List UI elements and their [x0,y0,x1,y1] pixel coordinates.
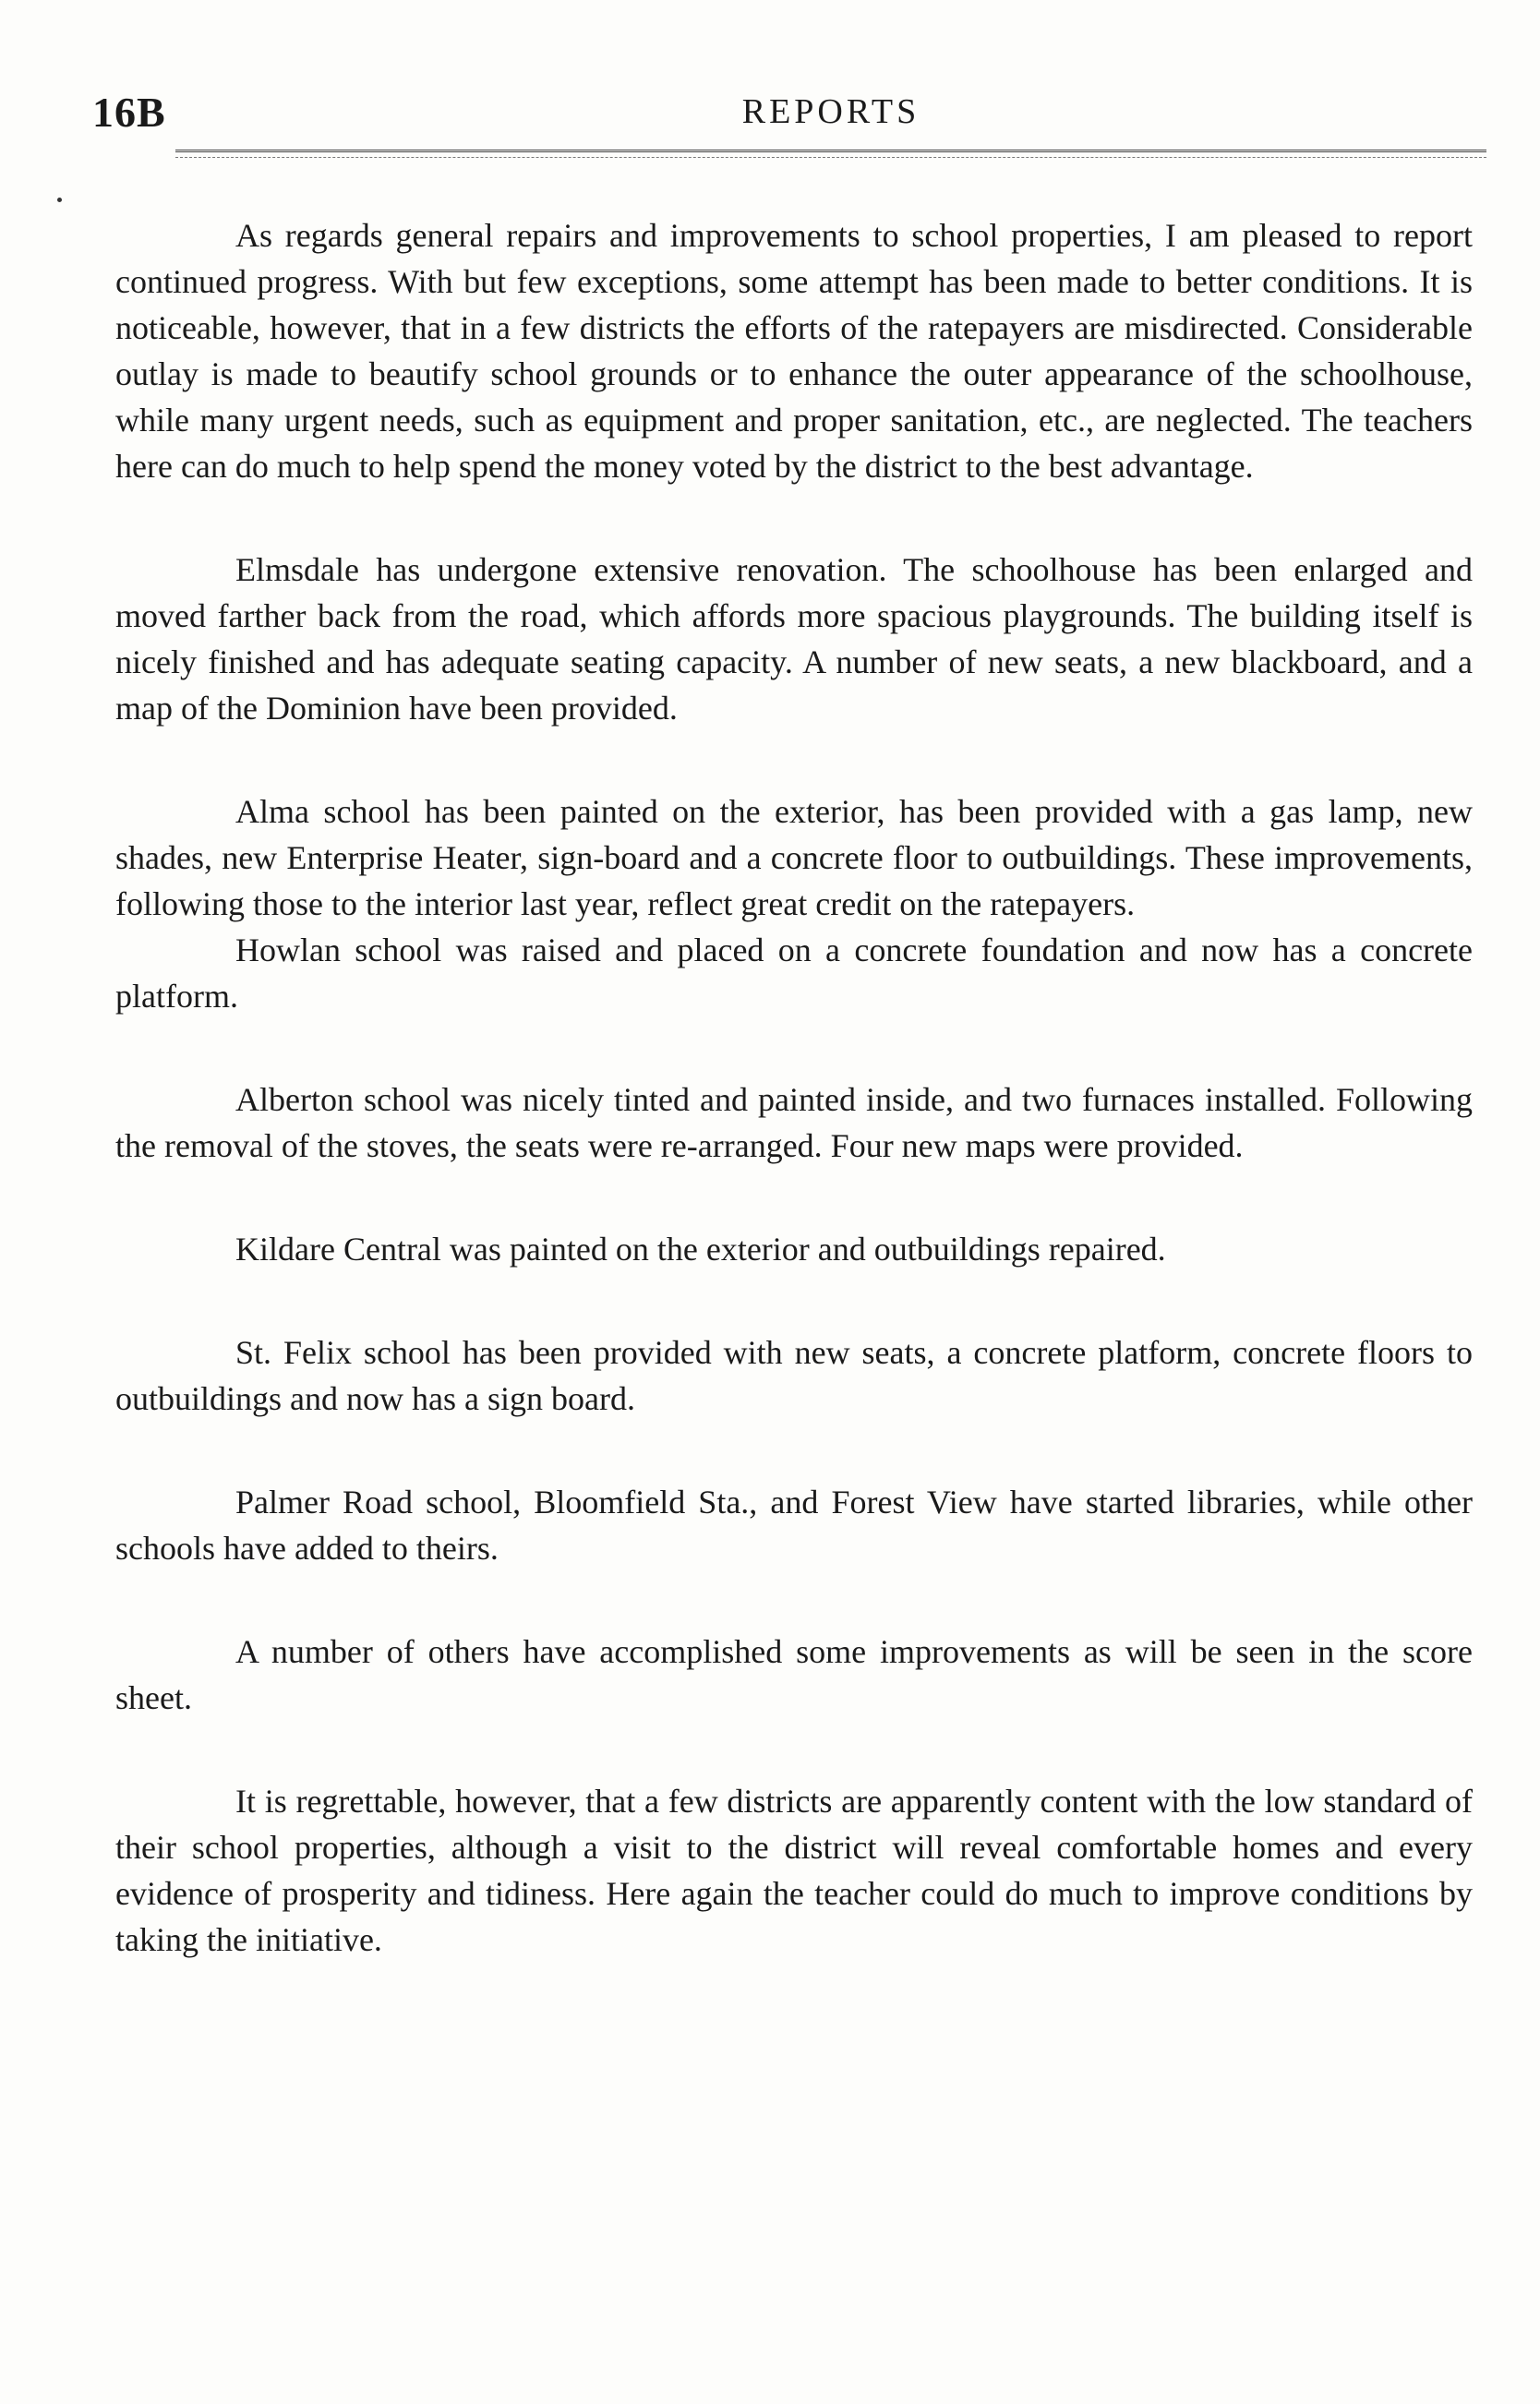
margin-mark [57,198,62,202]
header-rule-secondary [175,157,1486,158]
paragraph-alma: Alma school has been painted on the exterior, has been provided with a gas lamp, new shades, new Enterprise Heater, sign-board and a concrete floor to outbuildings. These improvements, following those to the interior last year, reflect great credit on the ratepayers. [115,793,1473,922]
paragraph-howlan: Howlan school was raised and placed on a concrete foundation and now has a concrete platform. [115,932,1473,1015]
page-number: 16B [92,89,166,136]
body-text [115,212,1473,1963]
paragraph-kildare: Kildare Central was painted on the exterior and outbuildings repaired. [235,1231,1166,1268]
paragraph-st-felix: St. Felix school has been provided with new seats, a concrete platform, concrete floors to outbuildings and now has a sign board. [115,1334,1473,1417]
paragraph-score-sheet: A number of others have accomplished some improvements as will be seen in the score sheet. [115,1633,1473,1716]
running-head: REPORTS [741,92,920,131]
paragraph-general-repairs: As regards general repairs and improvements to school properties, I am pleased to report continued progress. With but few exceptions, some attempt has been made to better conditions. It is noticeable, however, that in a few districts the efforts of the ratepayers are misdirected. Considerable outlay is made to beautify school grounds or to enhance the outer appearance of the schoolhouse, while many urgent needs, such as equipment and proper sanitation, etc., are neglected. The teachers here can do much to help spend the money voted by the district to the best advantage. [115,217,1473,485]
paragraph-regrettable: It is regrettable, however, that a few districts are apparently content with the low standard of their school properties, although a visit to the district will reveal comfortable homes and every evidence of prosperity and tidiness. Here again the teacher could do much to improve conditions by taking the initiative. [115,1783,1473,1958]
page-header [92,88,1486,143]
paragraph-elmsdale: Elmsdale has undergone extensive renovation. The schoolhouse has been enlarged and moved farther back from the road, which affords more spacious playgrounds. The building itself is nicely finished and has adequate seating capacity. A number of new seats, a new blackboard, and a map of the Dominion have been provided. [115,551,1473,727]
paragraph-alberton: Alberton school was nicely tinted and painted inside, and two furnaces installed. Following the removal of the stoves, the seats were re-arranged. Four new maps were provided. [115,1081,1473,1164]
paragraph-libraries: Palmer Road school, Bloomfield Sta., and Forest View have started libraries, while other schools have added to theirs. [115,1484,1473,1567]
header-rule [175,150,1486,152]
